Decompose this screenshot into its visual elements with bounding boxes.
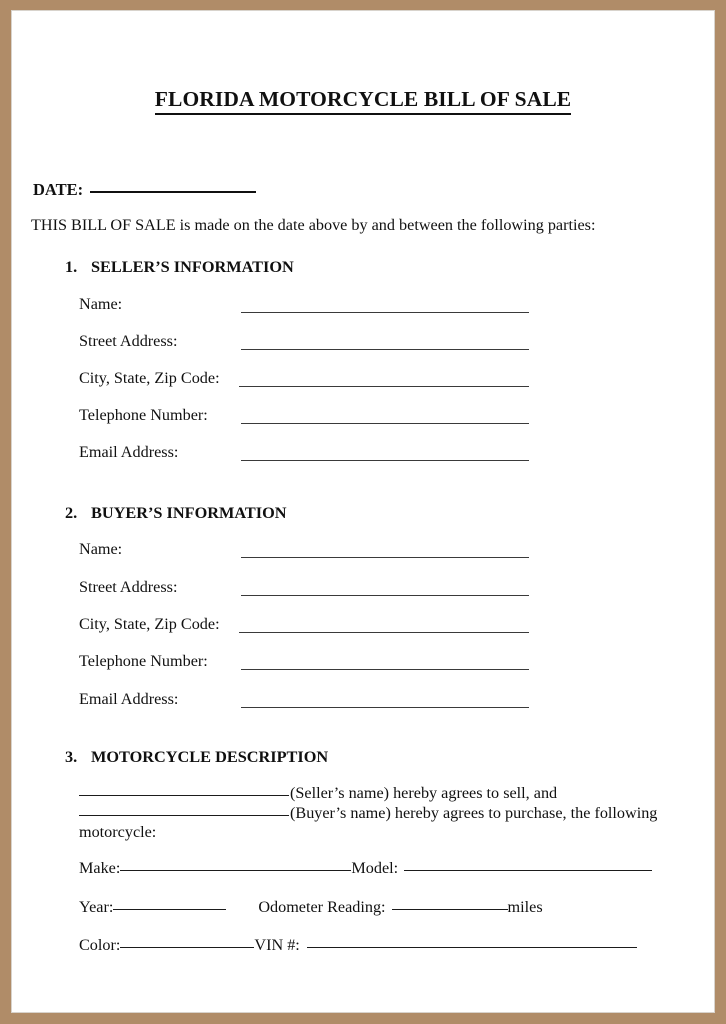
seller-email-input[interactable] <box>241 460 529 461</box>
section-number-3: 3. <box>65 747 78 766</box>
date-field-row <box>33 180 256 200</box>
buyer-email-input[interactable] <box>241 707 529 708</box>
motorcycle-description-paragraph <box>79 784 689 843</box>
seller-field-citystatezip <box>79 369 583 391</box>
seller-citystatezip-input[interactable] <box>239 386 529 387</box>
color-label: Color: <box>79 936 121 954</box>
buyer-citystatezip-input[interactable] <box>239 632 529 633</box>
buyer-field-citystatezip <box>79 615 583 637</box>
buyer-telephone-label: Telephone Number: <box>79 652 208 670</box>
seller-name-statement-text: (Seller’s name) hereby agrees to sell, and <box>290 784 558 802</box>
year-odometer-row <box>79 896 543 918</box>
vin-gap <box>300 934 307 948</box>
buyer-name-input[interactable] <box>241 557 529 558</box>
buyer-citystatezip-label: City, State, Zip Code: <box>79 615 220 633</box>
buyer-street-input[interactable] <box>241 595 529 596</box>
seller-telephone-label: Telephone Number: <box>79 406 208 424</box>
buyer-telephone-input[interactable] <box>241 669 529 670</box>
odometer-input[interactable] <box>392 896 508 910</box>
section-heading-buyer <box>65 503 287 523</box>
color-vin-row <box>79 934 637 956</box>
seller-name-paragraph-input[interactable] <box>79 795 289 796</box>
buyer-field-email <box>79 690 583 712</box>
year-input[interactable] <box>113 896 226 910</box>
seller-street-label: Street Address: <box>79 332 178 350</box>
buyer-field-street <box>79 578 583 600</box>
document-sheet <box>13 12 713 1011</box>
seller-email-label: Email Address: <box>79 443 179 461</box>
intro-paragraph: THIS BILL OF SALE is made on the date above by and between the following parties: <box>31 216 596 234</box>
buyer-name-statement-text: (Buyer’s name) hereby agrees to purchase, the following <box>290 803 658 822</box>
buyer-email-label: Email Address: <box>79 690 179 708</box>
buyer-street-label: Street Address: <box>79 578 178 596</box>
buyer-name-statement-line <box>79 804 689 824</box>
vin-input[interactable] <box>307 934 637 948</box>
vin-label: VIN #: <box>254 936 300 954</box>
seller-street-input[interactable] <box>241 349 529 350</box>
year-label: Year: <box>79 898 114 916</box>
date-input-blank[interactable] <box>90 191 256 193</box>
page-title-text: FLORIDA MOTORCYCLE BILL OF SALE <box>155 87 571 115</box>
seller-field-email <box>79 443 583 465</box>
buyer-field-telephone <box>79 652 583 674</box>
section-number-1: 1. <box>65 257 78 276</box>
model-input[interactable] <box>404 857 652 871</box>
seller-field-name <box>79 295 583 317</box>
seller-telephone-input[interactable] <box>241 423 529 424</box>
make-input[interactable] <box>120 857 351 871</box>
buyer-name-paragraph-input[interactable] <box>79 815 289 816</box>
seller-field-telephone <box>79 406 583 428</box>
seller-citystatezip-label: City, State, Zip Code: <box>79 369 220 387</box>
section-number-2: 2. <box>65 503 78 522</box>
buyer-field-name <box>79 540 583 562</box>
motorcycle-word-line: motorcycle: <box>79 823 157 841</box>
make-label: Make: <box>79 859 121 877</box>
make-model-row <box>79 857 652 879</box>
buyer-name-label: Name: <box>79 540 123 558</box>
seller-name-label: Name: <box>79 295 123 313</box>
odometer-label: Odometer Reading: <box>258 898 386 916</box>
page-title <box>13 87 713 112</box>
section-heading-seller <box>65 257 294 277</box>
odometer-units: miles <box>507 898 543 916</box>
section-title-3: MOTORCYCLE DESCRIPTION <box>91 747 329 766</box>
seller-name-statement-line <box>79 784 689 804</box>
section-title-2: BUYER’S INFORMATION <box>91 503 287 522</box>
seller-name-input[interactable] <box>241 312 529 313</box>
seller-field-street <box>79 332 583 354</box>
section-heading-motorcycle <box>65 747 328 767</box>
section-title-1: SELLER’S INFORMATION <box>91 257 294 276</box>
model-label: Model: <box>351 859 399 877</box>
date-label: DATE: <box>33 180 84 199</box>
color-input[interactable] <box>120 934 254 948</box>
